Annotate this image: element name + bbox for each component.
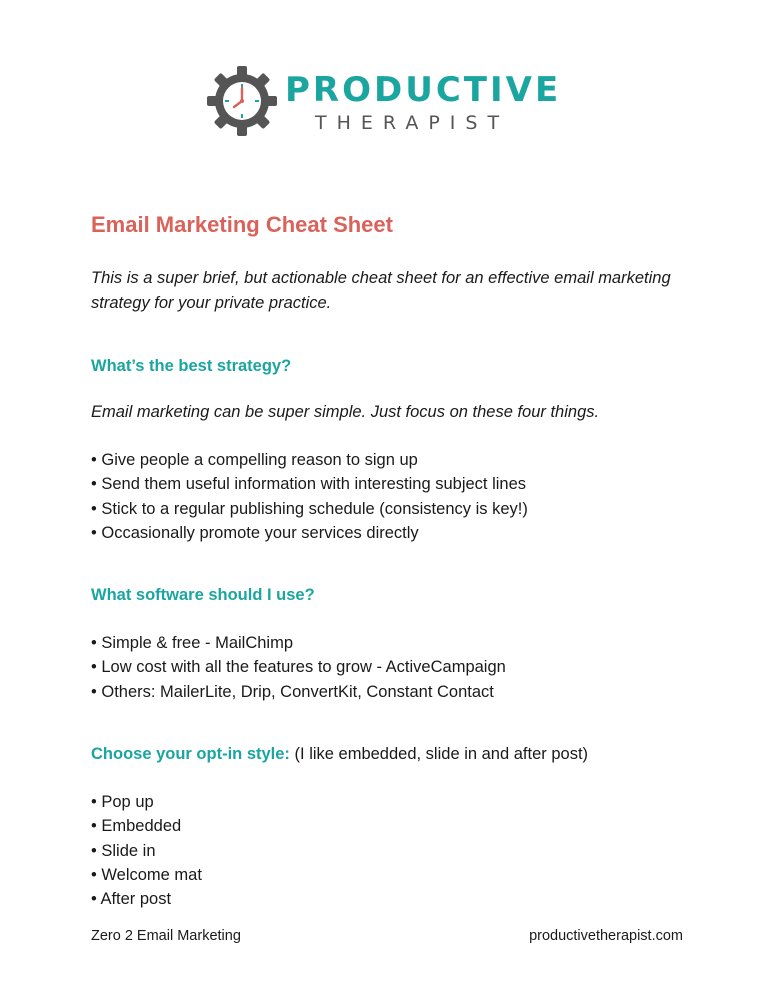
logo-subtitle: THERAPIST bbox=[315, 112, 510, 134]
list-item: • Welcome mat bbox=[91, 863, 711, 887]
software-heading: What software should I use? bbox=[91, 586, 315, 605]
page-title: Email Marketing Cheat Sheet bbox=[91, 212, 393, 237]
logo bbox=[207, 62, 577, 142]
list-item: • Simple & free - MailChimp bbox=[91, 631, 711, 655]
strategy-heading: What’s the best strategy? bbox=[91, 357, 292, 375]
software-section bbox=[91, 583, 711, 704]
strategy-subtitle: Email marketing can be super simple. Just focus on these four things. bbox=[91, 403, 600, 421]
logo-wordmark: PRODUCTIVE bbox=[285, 70, 562, 110]
optin-heading: Choose your opt-in style: bbox=[91, 745, 290, 764]
strategy-list bbox=[91, 448, 711, 545]
list-item: • Give people a compelling reason to sign up bbox=[91, 448, 711, 472]
list-item: • Others: MailerLite, Drip, ConvertKit, Constant Contact bbox=[91, 680, 711, 704]
list-item: • Slide in bbox=[91, 839, 711, 863]
software-list bbox=[91, 631, 711, 704]
optin-section bbox=[91, 742, 711, 911]
list-item: • Pop up bbox=[91, 790, 711, 814]
optin-list bbox=[91, 790, 711, 911]
list-item: • After post bbox=[91, 887, 711, 911]
footer-left-text: Zero 2 Email Marketing bbox=[91, 928, 241, 944]
gear-clock-icon bbox=[207, 66, 277, 136]
list-item: • Embedded bbox=[91, 814, 711, 838]
strategy-section bbox=[91, 354, 711, 545]
intro-paragraph: This is a super brief, but actionable cheat sheet for an effective email marketing strategy for your private practice. bbox=[91, 269, 671, 312]
list-item: • Stick to a regular publishing schedule (consistency is key!) bbox=[91, 497, 711, 521]
document-body bbox=[91, 208, 711, 912]
optin-note: (I like embedded, slide in and after post) bbox=[294, 745, 589, 764]
list-item: • Occasionally promote your services directly bbox=[91, 521, 711, 545]
list-item: • Send them useful information with interesting subject lines bbox=[91, 472, 711, 496]
footer-website: productivetherapist.com bbox=[529, 928, 683, 944]
list-item: • Low cost with all the features to grow - ActiveCampaign bbox=[91, 655, 711, 679]
optin-heading-line bbox=[91, 742, 711, 766]
